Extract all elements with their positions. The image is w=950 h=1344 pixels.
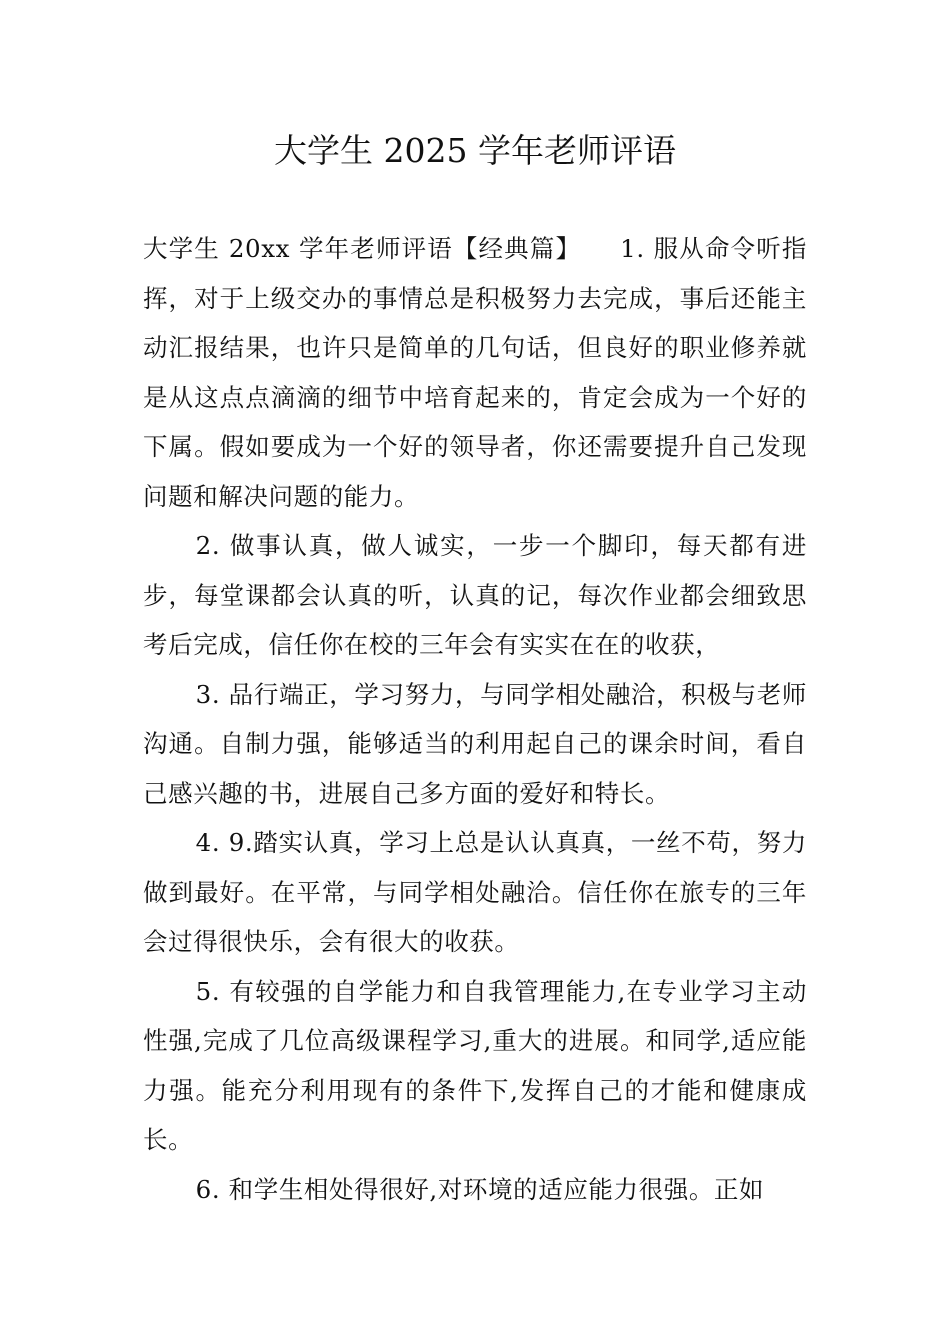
- paragraph-3: 3. 品行端正，学习努力，与同学相处融洽，积极与老师沟通。自制力强，能够适当的利用起自己的课余时间，看自己感兴趣的书，进展自己多方面的爱好和特长。: [143, 679, 807, 808]
- paragraph-6: 6. 和学生相处得很好,对环境的适应能力很强。正如: [195, 1174, 765, 1204]
- paragraph-5: 5. 有较强的自学能力和自我管理能力,在专业学习主动性强,完成了几位高级课程学习,重大的进展。和同学,适应能力强。能充分利用现有的条件下,发挥自己的才能和健康成长。: [143, 976, 807, 1154]
- paragraph-4: 4. 9.踏实认真，学习上总是认认真真，一丝不苟，努力做到最好。在平常，与同学相处融洽。信任你在旅专的三年会过得很快乐，会有很大的收获。: [143, 828, 807, 956]
- document-body: [143, 224, 807, 1214]
- paragraph-2: 2. 做事认真，做人诚实，一步一个脚印，每天都有进步，每堂课都会认真的听，认真的记，每次作业都会细致思考后完成，信任你在校的三年会有实实在在的收获，: [143, 531, 807, 659]
- paragraph-intro: 大学生 20xx 学年老师评语【经典篇】 1. 服从命令听指挥，对于上级交办的事情总是积极努力去完成，事后还能主动汇报结果，也许只是简单的几句话，但良好的职业修养就是从这点点滴滴的细节中培育起来的，肯定会成为一个好的下属。假如要成为一个好的领导者，你还需要提升自己发现问题和解决问题的能力。: [143, 234, 807, 511]
- document-title: 大学生 2025 学年老师评语: [274, 131, 676, 170]
